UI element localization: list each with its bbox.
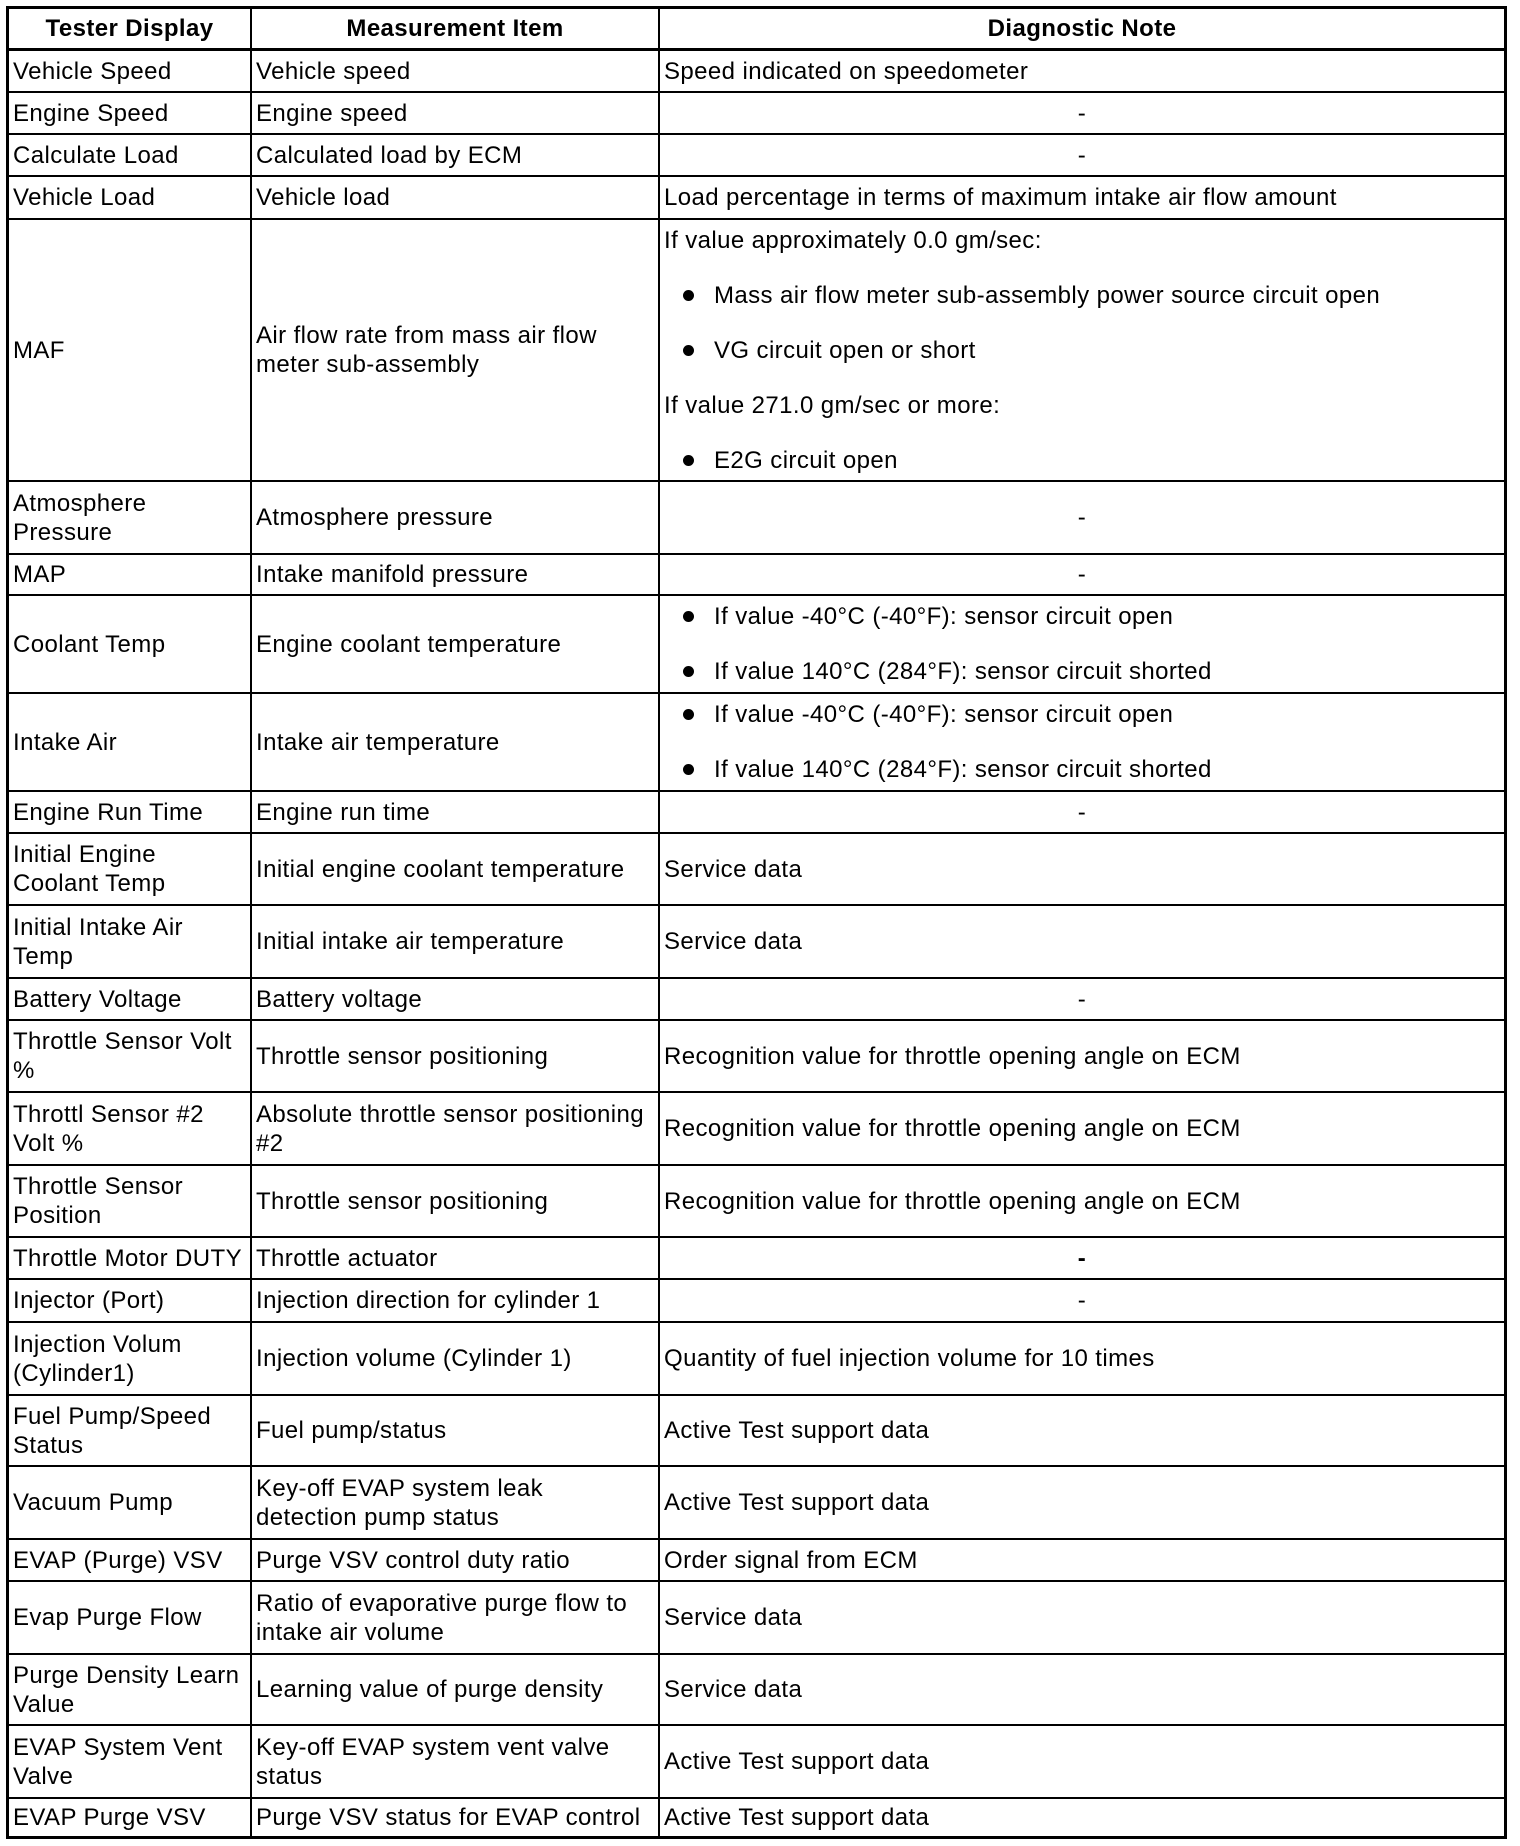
cell-text: Vehicle load <box>256 184 391 211</box>
measurement-item-cell <box>250 906 658 977</box>
note-intro: If value approximately 0.0 gm/sec: <box>664 227 1042 254</box>
row-engine-speed <box>9 91 1504 133</box>
note-bullet <box>664 336 1500 365</box>
note-bullet <box>664 602 1500 631</box>
header-text: Diagnostic Note <box>987 15 1177 42</box>
measurement-item-cell <box>250 135 658 175</box>
bullet-icon <box>683 455 694 466</box>
cell-text: Engine run time <box>256 798 431 826</box>
diagnostic-note-cell <box>658 694 1504 790</box>
diagnostic-note-cell <box>658 792 1504 832</box>
cell-text: Load percentage in terms of maximum intake air flow amount <box>664 184 1337 211</box>
cell-text: Vacuum Pump <box>13 1489 174 1516</box>
row-atmosphere-pressure <box>9 480 1504 553</box>
diagnostic-note-cell <box>658 177 1504 218</box>
row-evap-purge-vsv-status <box>9 1797 1504 1836</box>
cell-text: EVAP System Vent <box>13 1733 223 1761</box>
tester-display-cell <box>9 1655 250 1724</box>
tester-display-cell <box>9 1582 250 1653</box>
cell-text: Battery Voltage <box>13 985 182 1013</box>
tester-display-cell <box>9 1396 250 1465</box>
tester-display-cell <box>9 51 250 91</box>
tester-display-cell <box>9 979 250 1019</box>
cell-text: Atmosphere <box>13 489 147 517</box>
diagnostic-note-cell <box>658 1726 1504 1797</box>
tester-display-cell <box>9 1726 250 1797</box>
row-evap-system-vent-valve <box>9 1724 1504 1797</box>
tester-display-cell <box>9 1093 250 1164</box>
diagnostic-note-cell <box>658 482 1504 553</box>
cell-text: detection pump status <box>256 1503 500 1531</box>
diagnostic-note-cell <box>658 1166 1504 1236</box>
bullet-text: E2G circuit open <box>714 447 898 474</box>
diagnostic-note-cell <box>658 1238 1504 1278</box>
cell-text: Service data <box>664 1604 803 1631</box>
diagnostic-note-cell <box>658 1655 1504 1724</box>
diagnostic-note-cell <box>658 555 1504 594</box>
row-throttle-sensor-volt <box>9 1019 1504 1091</box>
note-bullet <box>664 700 1500 729</box>
data-list-table <box>6 6 1507 1839</box>
cell-text: Engine speed <box>256 99 408 127</box>
row-engine-run-time <box>9 790 1504 832</box>
measurement-item-cell <box>250 979 658 1019</box>
measurement-item-cell <box>250 220 658 480</box>
tester-display-cell <box>9 555 250 594</box>
cell-text: Purge VSV control duty ratio <box>256 1546 571 1574</box>
measurement-item-cell <box>250 1540 658 1580</box>
bullet-text: Mass air flow meter sub-assembly power source circuit open <box>714 282 1381 309</box>
cell-text: Throttle sensor positioning <box>256 1187 549 1215</box>
cell-text: - <box>1077 504 1087 531</box>
cell-text: Service data <box>664 928 803 955</box>
measurement-item-cell <box>250 1396 658 1465</box>
cell-text: Speed indicated on speedometer <box>664 57 1029 85</box>
cell-text: Service data <box>664 1676 803 1703</box>
header-text: Tester Display <box>45 15 214 42</box>
cell-text: Volt % <box>13 1129 84 1157</box>
diagnostic-note-cell <box>658 1582 1504 1653</box>
tester-display-cell <box>9 792 250 832</box>
row-vehicle-load <box>9 175 1504 218</box>
cell-text: Intake air temperature <box>256 728 500 756</box>
bullet-icon <box>683 666 694 677</box>
tester-display-cell <box>9 906 250 977</box>
row-purge-density-learn-value <box>9 1653 1504 1724</box>
diagnostic-note-cell <box>658 979 1504 1019</box>
measurement-item-cell <box>250 1021 658 1091</box>
diagnostic-note-cell <box>658 834 1504 904</box>
cell-text: Recognition value for throttle opening angle on ECM <box>664 1187 1241 1215</box>
tester-display-cell <box>9 1280 250 1321</box>
row-injection-volume <box>9 1321 1504 1394</box>
tester-display-cell <box>9 1799 250 1836</box>
cell-text: - <box>1077 561 1087 588</box>
measurement-item-cell <box>250 1726 658 1797</box>
bullet-icon <box>683 345 694 356</box>
diagnostic-note-cell <box>658 596 1504 692</box>
cell-text: Learning value of purge density <box>256 1676 604 1703</box>
measurement-item-cell <box>250 482 658 553</box>
tester-display-cell <box>9 1323 250 1394</box>
measurement-item-cell <box>250 1323 658 1394</box>
cell-text: Vehicle speed <box>256 57 411 85</box>
cell-text: Initial intake air temperature <box>256 928 565 955</box>
cell-text: Injection Volum <box>13 1330 182 1358</box>
cell-text: Engine coolant temperature <box>256 630 562 658</box>
column-header-tester-display <box>9 9 250 48</box>
diagnostic-note-cell <box>658 1396 1504 1465</box>
tester-display-cell <box>9 1238 250 1278</box>
cell-text: Recognition value for throttle opening angle on ECM <box>664 1042 1241 1070</box>
cell-text: Calculated load by ECM <box>256 141 523 169</box>
cell-text: MAP <box>13 561 67 588</box>
cell-text: Value <box>13 1690 75 1718</box>
cell-text: - <box>1077 1287 1087 1314</box>
diagnostic-note-cell <box>658 135 1504 175</box>
cell-text: Pressure <box>13 518 113 546</box>
row-injector-port <box>9 1278 1504 1321</box>
cell-text: - <box>1077 798 1087 826</box>
cell-text: Intake Air <box>13 728 118 756</box>
cell-text: Initial Intake Air <box>13 913 183 941</box>
row-intake-air <box>9 692 1504 790</box>
tester-display-cell <box>9 93 250 133</box>
cell-text: EVAP (Purge) VSV <box>13 1546 223 1574</box>
row-vehicle-speed <box>9 48 1504 91</box>
note-bullet <box>664 281 1500 310</box>
cell-text: #2 <box>256 1129 284 1157</box>
tester-display-cell <box>9 177 250 218</box>
measurement-item-cell <box>250 1799 658 1836</box>
measurement-item-cell <box>250 1280 658 1321</box>
tester-display-cell <box>9 834 250 904</box>
cell-text: Injection direction for cylinder 1 <box>256 1287 601 1314</box>
tester-display-cell <box>9 1467 250 1538</box>
cell-text: Position <box>13 1202 102 1229</box>
cell-text: Quantity of fuel injection volume for 10 times <box>664 1345 1155 1372</box>
row-coolant-temp <box>9 594 1504 692</box>
cell-text: Air flow rate from mass air flow <box>256 322 597 349</box>
bullet-icon <box>683 290 694 301</box>
cell-text: Throttl Sensor #2 <box>13 1100 204 1128</box>
cell-text: Engine Run Time <box>13 798 204 826</box>
cell-text: Key-off EVAP system vent valve <box>256 1733 610 1761</box>
note-bullet <box>664 446 1500 475</box>
cell-text: Purge Density Learn <box>13 1661 240 1689</box>
cell-text: meter sub-assembly <box>256 351 480 378</box>
cell-text: Valve <box>13 1762 74 1790</box>
cell-text: Throttle Sensor <box>13 1173 184 1200</box>
cell-text: Active Test support data <box>664 1748 930 1775</box>
cell-text: Throttle Motor DUTY <box>13 1244 242 1272</box>
row-maf <box>9 218 1504 480</box>
diagnostic-note-cell <box>658 51 1504 91</box>
cell-text: EVAP Purge VSV <box>13 1804 206 1831</box>
cell-text: Evap Purge Flow <box>13 1604 202 1631</box>
measurement-item-cell <box>250 555 658 594</box>
cell-text: Engine Speed <box>13 99 169 127</box>
tester-display-cell <box>9 1021 250 1091</box>
cell-text: - <box>1077 99 1087 127</box>
cell-text: intake air volume <box>256 1618 445 1646</box>
cell-text: - <box>1077 141 1087 169</box>
diagnostic-note-cell <box>658 93 1504 133</box>
measurement-item-cell <box>250 834 658 904</box>
cell-text: Coolant Temp <box>13 630 166 658</box>
bullet-text: If value -40°C (-40°F): sensor circuit open <box>714 701 1174 728</box>
row-vacuum-pump <box>9 1465 1504 1538</box>
cell-text: - <box>1077 1244 1087 1272</box>
cell-text: Injector (Port) <box>13 1287 165 1314</box>
tester-display-cell <box>9 135 250 175</box>
bullet-text: VG circuit open or short <box>714 337 976 364</box>
cell-text: - <box>1077 985 1087 1013</box>
bullet-text: If value -40°C (-40°F): sensor circuit open <box>714 603 1174 630</box>
cell-text: Active Test support data <box>664 1489 930 1516</box>
tester-display-cell <box>9 482 250 553</box>
diagnostic-note-cell <box>658 1280 1504 1321</box>
diagnostic-note-cell <box>658 1021 1504 1091</box>
header-row <box>9 9 1504 48</box>
cell-text: Atmosphere pressure <box>256 504 494 531</box>
measurement-item-cell <box>250 1093 658 1164</box>
tester-display-cell <box>9 694 250 790</box>
measurement-item-cell <box>250 177 658 218</box>
measurement-item-cell <box>250 1238 658 1278</box>
note-bullet <box>664 657 1500 686</box>
tester-display-cell <box>9 596 250 692</box>
row-evap-purge-flow <box>9 1580 1504 1653</box>
diagnostic-note-cell <box>658 1540 1504 1580</box>
cell-text: Active Test support data <box>664 1417 930 1444</box>
column-header-measurement-item <box>250 9 658 48</box>
cell-text: Purge VSV status for EVAP control <box>256 1804 641 1831</box>
bullet-icon <box>683 709 694 720</box>
cell-text: Order signal from ECM <box>664 1546 918 1574</box>
cell-text: MAF <box>13 336 65 364</box>
note-bullet <box>664 755 1500 784</box>
cell-text: Vehicle Speed <box>13 57 172 85</box>
diagnostic-note-cell <box>658 1799 1504 1836</box>
cell-text: Fuel Pump/Speed <box>13 1402 212 1430</box>
cell-text: Recognition value for throttle opening angle on ECM <box>664 1115 1241 1142</box>
cell-text: (Cylinder1) <box>13 1359 135 1387</box>
cell-text: % <box>13 1057 35 1084</box>
diagnostic-note-cell <box>658 906 1504 977</box>
cell-text: Ratio of evaporative purge flow to <box>256 1589 628 1617</box>
cell-text: status <box>256 1762 323 1790</box>
cell-text: Active Test support data <box>664 1804 930 1831</box>
cell-text: Coolant Temp <box>13 870 166 897</box>
row-initial-intake-air-temp <box>9 904 1504 977</box>
tester-display-cell <box>9 220 250 480</box>
header-text: Measurement Item <box>346 15 564 42</box>
row-battery-voltage <box>9 977 1504 1019</box>
bullet-icon <box>683 611 694 622</box>
measurement-item-cell <box>250 93 658 133</box>
diagnostic-note-cell <box>658 1093 1504 1164</box>
cell-text: Fuel pump/status <box>256 1417 447 1444</box>
cell-text: Intake manifold pressure <box>256 561 529 588</box>
measurement-item-cell <box>250 792 658 832</box>
measurement-item-cell <box>250 1166 658 1236</box>
row-throttle-motor-duty <box>9 1236 1504 1278</box>
cell-text: Temp <box>13 942 74 970</box>
diagnostic-note-cell <box>658 1323 1504 1394</box>
diagnostic-note-cell <box>658 1467 1504 1538</box>
cell-text: Battery voltage <box>256 985 423 1013</box>
measurement-item-cell <box>250 1467 658 1538</box>
row-throttle-sensor-position <box>9 1164 1504 1236</box>
measurement-item-cell <box>250 51 658 91</box>
bullet-text: If value 140°C (284°F): sensor circuit shorted <box>714 756 1212 783</box>
cell-text: Initial engine coolant temperature <box>256 855 625 883</box>
measurement-item-cell <box>250 1582 658 1653</box>
row-evap-purge-vsv-duty <box>9 1538 1504 1580</box>
row-calculate-load <box>9 133 1504 175</box>
cell-text: Vehicle Load <box>13 184 156 211</box>
tester-display-cell <box>9 1540 250 1580</box>
measurement-item-cell <box>250 694 658 790</box>
row-throttle-sensor-2-volt <box>9 1091 1504 1164</box>
tester-display-cell <box>9 1166 250 1236</box>
note-intro: If value 271.0 gm/sec or more: <box>664 392 1001 419</box>
cell-text: Throttle Sensor Volt <box>13 1028 232 1055</box>
bullet-icon <box>683 764 694 775</box>
measurement-item-cell <box>250 596 658 692</box>
cell-text: Calculate Load <box>13 141 179 169</box>
cell-text: Absolute throttle sensor positioning <box>256 1100 644 1128</box>
cell-text: Key-off EVAP system leak <box>256 1474 544 1502</box>
cell-text: Throttle actuator <box>256 1244 438 1272</box>
measurement-item-cell <box>250 1655 658 1724</box>
diagnostic-note-cell <box>658 220 1504 480</box>
cell-text: Initial Engine <box>13 841 157 868</box>
cell-text: Service data <box>664 855 803 883</box>
row-fuel-pump-speed-status <box>9 1394 1504 1465</box>
row-map <box>9 553 1504 594</box>
bullet-text: If value 140°C (284°F): sensor circuit shorted <box>714 658 1212 685</box>
cell-text: Throttle sensor positioning <box>256 1042 549 1070</box>
cell-text: Status <box>13 1431 84 1459</box>
column-header-diagnostic-note <box>658 9 1504 48</box>
cell-text: Injection volume (Cylinder 1) <box>256 1345 572 1372</box>
row-initial-engine-coolant-temp <box>9 832 1504 904</box>
